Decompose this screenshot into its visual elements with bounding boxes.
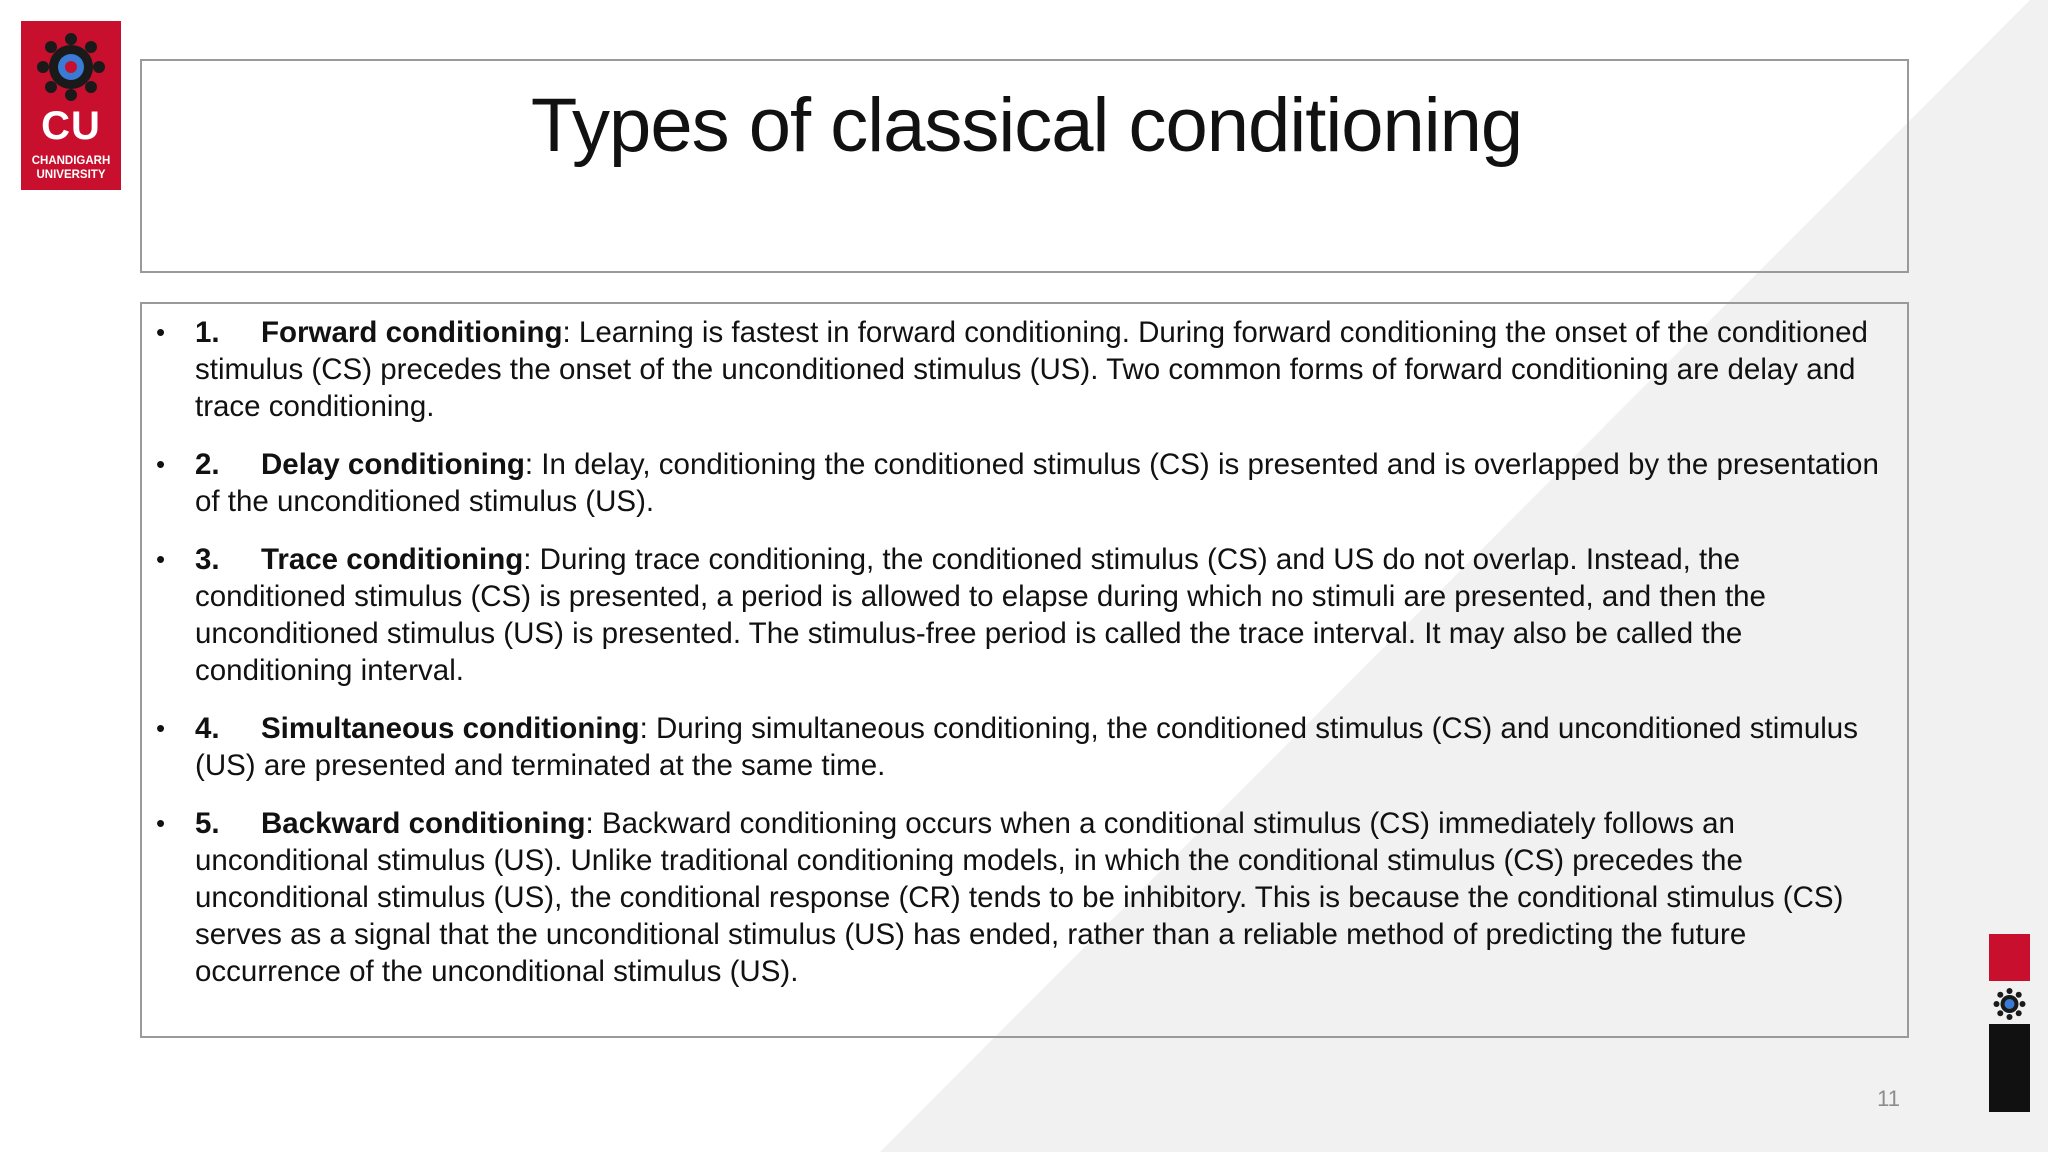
bullet-icon: • bbox=[156, 808, 166, 838]
bullet-icon: • bbox=[156, 544, 166, 574]
item-text: : Learning is fastest in forward conditioning. During forward conditioning the onset of the conditioned stimulus (CS) precedes the onset of the unconditioned stimulus (US). Two common forms of forward conditioning are delay and trace conditioning. bbox=[195, 316, 1868, 423]
item-term: Delay conditioning bbox=[261, 448, 525, 481]
content-placeholder bbox=[140, 302, 1909, 1038]
item-number: 3. bbox=[195, 543, 220, 576]
conditioning-types-list bbox=[142, 314, 1911, 1011]
logo-name bbox=[21, 154, 121, 182]
item-text: : Backward conditioning occurs when a conditional stimulus (CS) immediately follows an unconditional stimulus (US). Unlike traditional conditioning models, in which the conditional stimulus (CS) precedes the unconditional stimulus (US), the conditional response (CR) tends to be inhibitory. This is because the conditional stimulus (CS) serves as a signal that the unconditional stimulus (US) has ended, rather than a reliable method of predicting the future occurrence of the unconditional stimulus (US). bbox=[195, 807, 1844, 988]
list-item bbox=[142, 314, 1911, 425]
list-item bbox=[142, 446, 1911, 520]
title-placeholder bbox=[140, 59, 1909, 273]
item-term: Trace conditioning bbox=[261, 543, 524, 576]
item-number: 1. bbox=[195, 316, 220, 349]
list-item bbox=[142, 805, 1911, 990]
logo-abbreviation: CU bbox=[41, 104, 101, 148]
item-term: Simultaneous conditioning bbox=[261, 712, 640, 745]
list-item bbox=[142, 541, 1911, 689]
logo-name-line1: CHANDIGARH bbox=[31, 155, 111, 167]
slide-title: Types of classical conditioning bbox=[530, 83, 1523, 168]
bullet-icon: • bbox=[156, 713, 166, 743]
logo-name-line2: UNIVERSITY bbox=[36, 169, 106, 181]
item-term: Forward conditioning bbox=[261, 316, 563, 349]
university-emblem-icon bbox=[33, 29, 109, 105]
item-number: 2. bbox=[195, 448, 220, 481]
item-text: : During trace conditioning, the conditioned stimulus (CS) and US do not overlap. Instead, the conditioned stimulus (CS) is presented, a period is allowed to elapse during which no stimuli are presented, and then the unconditioned stimulus (US) is presented. The stimulus-free period is called the trace interval. It may also be called the conditioning interval. bbox=[195, 543, 1766, 687]
item-term: Backward conditioning bbox=[261, 807, 586, 840]
university-logo bbox=[21, 21, 121, 190]
page-number: 11 bbox=[1877, 1086, 1900, 1111]
bullet-icon: • bbox=[156, 317, 166, 347]
item-number: 5. bbox=[195, 807, 220, 840]
item-text: : During simultaneous conditioning, the conditioned stimulus (CS) and unconditioned stimulus (US) are presented and terminated at the same time. bbox=[195, 712, 1858, 782]
item-number: 4. bbox=[195, 712, 220, 745]
side-accent-black bbox=[1989, 1024, 2030, 1112]
bullet-icon: • bbox=[156, 449, 166, 479]
item-text: : In delay, conditioning the conditioned stimulus (CS) is presented and is overlapped by the presentation of the unconditioned stimulus (US). bbox=[195, 448, 1879, 518]
gear-icon bbox=[1989, 985, 2030, 1023]
list-item bbox=[142, 710, 1911, 784]
side-accent-red bbox=[1989, 934, 2030, 981]
